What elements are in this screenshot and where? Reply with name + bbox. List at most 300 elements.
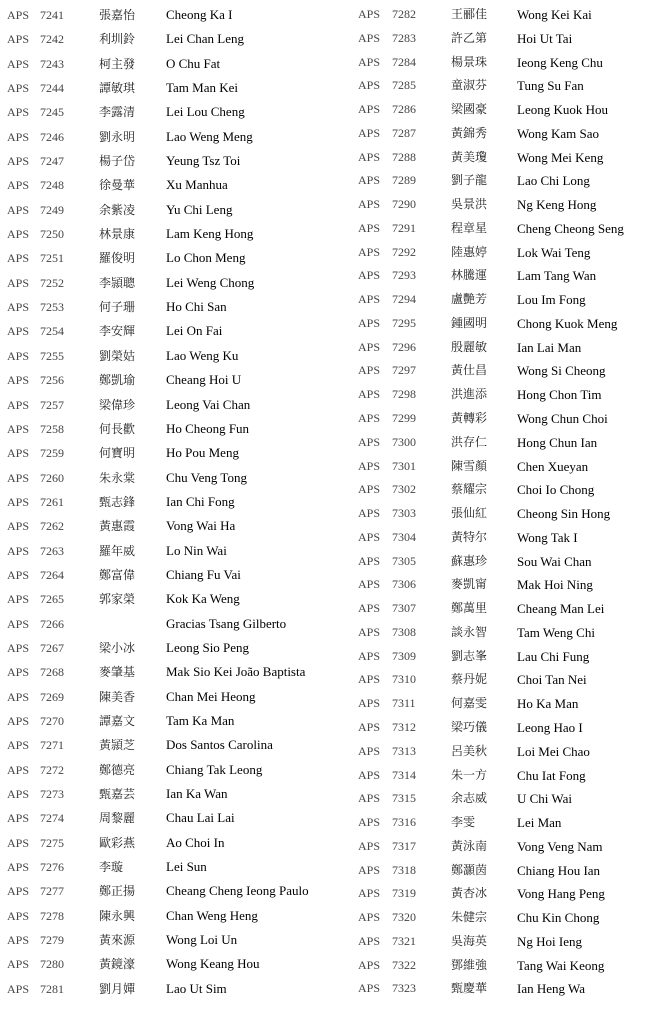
list-item [350,550,655,574]
entry-chinese-name: 余紫凌 [99,202,136,217]
entry-chinese-name: 黃杏冰 [451,886,488,901]
entry-chinese-name: 劉榮姑 [99,348,136,363]
list-item [350,811,655,835]
entry-number: 7291 [392,220,416,235]
entry-prefix: APS [7,616,30,631]
list-item [350,526,655,550]
entry-english-name: Tam Weng Chi [517,624,595,640]
entry-prefix: APS [7,592,30,607]
entry-chinese-name: 羅年威 [99,543,136,558]
entry-chinese-name: 盧艷芳 [451,292,488,307]
entry-chinese-name: 羅俊明 [99,251,136,266]
entry-number: 7262 [40,519,64,534]
entry-prefix: APS [358,933,381,948]
entry-english-name: Lei Man [517,815,562,831]
entry-english-name: Lei On Fai [166,323,223,339]
entry-number: 7323 [392,981,416,996]
entry-chinese-name: 林騰運 [451,268,488,283]
entry-number: 7298 [392,387,416,402]
entry-english-name: Ian Chi Fong [166,493,235,509]
entry-english-name: Wong Keang Hou [166,956,260,972]
entry-chinese-name: 徐曼華 [99,178,136,193]
list-item [350,3,655,27]
entry-number: 7267 [40,640,64,655]
entry-number: 7263 [40,543,64,558]
entry-number: 7310 [392,672,416,687]
list-item [0,52,330,76]
entry-prefix: APS [358,506,381,521]
entry-english-name: Ian Heng Wa [517,981,586,997]
list-item [0,441,330,465]
entry-chinese-name: 黃惠霞 [99,519,136,534]
entry-english-name: Ho Ka Man [517,696,579,712]
entry-english-name: Chen Xueyan [517,458,589,474]
list-item [0,198,330,222]
entry-number: 7296 [392,339,416,354]
entry-english-name: Lao Ut Sim [166,980,227,996]
list-item [350,74,655,98]
list-item [0,76,330,100]
entry-english-name: Vong Wai Ha [166,518,236,534]
entry-prefix: APS [7,689,30,704]
entry-number: 7259 [40,446,64,461]
entry-chinese-name: 何寶明 [99,446,136,461]
list-item [350,835,655,859]
entry-english-name: Lam Tang Wan [517,268,597,284]
entry-prefix: APS [7,227,30,242]
entry-number: 7268 [40,665,64,680]
entry-chinese-name: 黃泳南 [451,838,488,853]
list-item [0,295,330,319]
entry-prefix: APS [7,738,30,753]
entry-chinese-name: 鄧維強 [451,957,488,972]
list-item [0,539,330,563]
entry-prefix: APS [7,8,30,22]
entry-prefix: APS [7,494,30,509]
entry-english-name: Hoi Ut Tai [517,30,573,46]
entry-chinese-name: 殷麗敏 [451,339,488,354]
entry-chinese-name: 洪存仁 [451,434,488,449]
entry-chinese-name: 黃特尔 [451,529,488,544]
list-item [0,125,330,149]
entry-prefix: APS [358,387,381,402]
entry-chinese-name: 郭家榮 [99,592,136,607]
list-item [350,573,655,597]
list-item [0,173,330,197]
entry-prefix: APS [358,292,381,307]
list-item [0,782,330,806]
entry-english-name: Chong Kuok Meng [517,315,618,331]
entry-number: 7303 [392,506,416,521]
right-column [350,3,655,1001]
list-item [0,685,330,709]
list-item [350,668,655,692]
entry-number: 7308 [392,624,416,639]
entry-chinese-name: 童淑芬 [451,78,488,93]
entry-prefix: APS [7,933,30,948]
entry-number: 7282 [392,7,416,21]
entry-chinese-name: 陸惠婷 [451,244,488,259]
list-item [0,758,330,782]
entry-number: 7258 [40,421,64,436]
entry-english-name: Lam Keng Hong [166,226,254,242]
list-item [0,514,330,538]
list-item [0,3,330,27]
list-item [350,859,655,883]
entry-number: 7316 [392,815,416,830]
entry-chinese-name: 何嘉雯 [451,696,488,711]
entry-prefix: APS [358,886,381,901]
entry-chinese-name: 黃仕昌 [451,363,488,378]
entry-number: 7289 [392,173,416,188]
list-item [350,455,655,479]
entry-number: 7320 [392,910,416,925]
list-item [350,27,655,51]
entry-english-name: Dos Santos Carolina [166,737,273,753]
entry-number: 7305 [392,553,416,568]
list-item [0,490,330,514]
entry-number: 7278 [40,908,64,923]
entry-english-name: Ho Pou Meng [166,445,239,461]
entry-chinese-name: 洪進添 [451,387,488,402]
entry-english-name: Leong Kuok Hou [517,102,608,118]
entry-english-name: Lo Chon Meng [166,250,246,266]
list-item [350,930,655,954]
entry-chinese-name: 楊景珠 [451,54,488,69]
list-item [350,597,655,621]
entry-number: 7311 [392,696,416,711]
entry-english-name: Chu Veng Tong [166,469,247,485]
entry-prefix: APS [7,373,30,388]
entry-prefix: APS [358,767,381,782]
list-item [0,271,330,295]
entry-number: 7273 [40,787,64,801]
entry-prefix: APS [358,553,381,568]
entry-english-name: Chan Weng Heng [166,907,258,923]
entry-english-name: Ho Chi San [166,299,227,315]
entry-number: 7277 [40,884,64,899]
entry-chinese-name: 劉月嬋 [99,981,136,996]
entry-number: 7307 [392,601,416,616]
list-item [350,383,655,407]
entry-english-name: U Chi Wai [517,791,573,807]
list-item [0,733,330,757]
list-item [350,51,655,75]
entry-english-name: Loi Mei Chao [517,743,590,759]
entry-english-name: Lo Nin Wai [166,542,227,558]
entry-chinese-name: 黃頴芝 [99,738,136,753]
entry-english-name: Wong Chun Choi [517,411,608,427]
entry-english-name: Tung Su Fan [517,78,584,94]
entry-number: 7260 [40,470,64,485]
entry-english-name: Cheang Cheng Ieong Paulo [166,883,309,899]
list-item [350,621,655,645]
entry-prefix: APS [7,105,30,120]
entry-number: 7288 [392,149,416,164]
list-item [350,312,655,336]
list-item [0,855,330,879]
entry-prefix: APS [358,125,381,140]
entry-prefix: APS [358,838,381,853]
entry-english-name: Ieong Keng Chu [517,54,603,70]
entry-english-name: Lou Im Fong [517,292,586,308]
entry-number: 7242 [40,32,64,47]
entry-prefix: APS [7,300,30,315]
entry-chinese-name: 甄志鋒 [99,494,136,509]
entry-prefix: APS [358,197,381,212]
entry-english-name: Cheang Man Lei [517,601,605,617]
entry-number: 7315 [392,791,416,806]
entry-prefix: APS [358,315,381,330]
list-item [350,764,655,788]
list-item [0,27,330,51]
entry-number: 7276 [40,860,64,875]
list-item [0,660,330,684]
entry-english-name: Lok Wai Teng [517,244,591,260]
entry-number: 7313 [392,743,416,758]
list-item [350,169,655,193]
entry-number: 7321 [392,933,416,948]
list-item [0,806,330,830]
entry-chinese-name: 柯主發 [99,56,136,71]
entry-chinese-name: 蔡耀宗 [451,482,488,497]
entry-number: 7286 [392,102,416,117]
entry-number: 7312 [392,719,416,734]
entry-chinese-name: 朱永棠 [99,470,136,485]
entry-english-name: Cheong Ka I [166,7,233,22]
entry-prefix: APS [358,78,381,93]
list-item [350,336,655,360]
entry-number: 7271 [40,738,64,753]
entry-chinese-name: 吳海英 [451,933,488,948]
entry-chinese-name: 何長歡 [99,421,136,436]
entry-english-name: Lei Lou Cheng [166,104,245,120]
list-item [0,417,330,441]
list-item [350,217,655,241]
entry-prefix: APS [358,220,381,235]
list-item [0,636,330,660]
entry-english-name: Ian Lai Man [517,339,582,355]
entry-english-name: Mak Sio Kei João Baptista [166,664,306,680]
entry-english-name: Vong Veng Nam [517,838,603,854]
entry-number: 7293 [392,268,416,283]
list-item [0,393,330,417]
entry-prefix: APS [7,519,30,534]
entry-prefix: APS [358,743,381,758]
entry-prefix: APS [358,149,381,164]
entry-english-name: Wong Kei Kai [517,7,592,22]
entry-chinese-name: 余志威 [451,791,488,806]
entry-english-name: Leong Vai Chan [166,396,251,412]
entry-chinese-name: 梁小冰 [99,640,136,655]
entry-prefix: APS [7,421,30,436]
entry-chinese-name: 利圳鈴 [99,32,136,47]
list-item [350,122,655,146]
list-item [350,787,655,811]
entry-english-name: Wong Loi Un [166,932,238,948]
entry-prefix: APS [7,470,30,485]
entry-prefix: APS [358,601,381,616]
entry-chinese-name: 劉志峯 [451,648,488,663]
entry-chinese-name: 張嘉怡 [99,8,136,22]
entry-english-name: Choi Tan Nei [517,672,587,688]
list-item [0,246,330,270]
entry-chinese-name: 鄭灝茵 [451,862,488,877]
entry-chinese-name: 談永智 [451,624,488,639]
list-item [0,831,330,855]
entry-number: 7302 [392,482,416,497]
entry-number: 7269 [40,689,64,704]
list-item [0,612,330,636]
entry-number: 7248 [40,178,64,193]
entry-number: 7294 [392,292,416,307]
entry-english-name: Tam Ka Man [166,712,235,728]
entry-number: 7306 [392,577,416,592]
entry-prefix: APS [7,811,30,826]
entry-chinese-name: 楊子岱 [99,154,136,169]
entry-prefix: APS [358,910,381,925]
list-item [0,587,330,611]
entry-english-name: Wong Kam Sao [517,125,599,141]
list-item [350,954,655,978]
entry-number: 7297 [392,363,416,378]
entry-number: 7272 [40,762,64,777]
entry-prefix: APS [358,815,381,830]
entry-number: 7299 [392,411,416,426]
entry-chinese-name: 周黎麗 [99,811,136,826]
list-item [350,906,655,930]
entry-number: 7304 [392,529,416,544]
entry-number: 7322 [392,957,416,972]
list-item [0,466,330,490]
list-item [350,193,655,217]
entry-english-name: Cheng Cheong Seng [517,220,624,236]
entry-prefix: APS [7,957,30,972]
entry-chinese-name: 梁國豪 [451,102,488,117]
entry-number: 7244 [40,81,64,96]
entry-prefix: APS [7,397,30,412]
list-item [350,692,655,716]
entry-prefix: APS [358,244,381,259]
entry-english-name: Leong Hao I [517,719,583,735]
entry-english-name: Xu Manhua [166,177,228,193]
entry-chinese-name: 陳美香 [99,689,136,704]
list-item [0,904,330,928]
entry-english-name: Wong Tak I [517,529,578,545]
entry-chinese-name: 蔡丹妮 [451,672,488,687]
list-item [350,716,655,740]
entry-chinese-name: 李安輝 [99,324,136,339]
entry-prefix: APS [7,275,30,290]
entry-chinese-name: 黃轉彩 [451,411,488,426]
entry-chinese-name: 黃錦秀 [451,125,488,140]
entry-english-name: Tam Man Kei [166,80,239,96]
entry-prefix: APS [358,624,381,639]
entry-english-name: Mak Hoi Ning [517,577,593,593]
entry-number: 7290 [392,197,416,212]
list-item [350,645,655,669]
entry-chinese-name: 梁巧儀 [451,719,488,734]
entry-english-name: Lao Chi Long [517,173,590,189]
entry-number: 7261 [40,494,64,509]
entry-prefix: APS [358,458,381,473]
entry-prefix: APS [7,787,30,801]
entry-prefix: APS [7,860,30,875]
entry-number: 7274 [40,811,64,826]
entry-number: 7266 [40,616,64,631]
entry-chinese-name: 黃來源 [99,933,136,948]
entry-english-name: Vong Hang Peng [517,886,605,902]
entry-chinese-name: 何子珊 [99,300,136,315]
list-item [0,879,330,903]
entry-number: 7300 [392,434,416,449]
entry-chinese-name: 陳永興 [99,908,136,923]
entry-number: 7317 [392,838,416,853]
entry-number: 7280 [40,957,64,972]
entry-prefix: APS [358,363,381,378]
entry-chinese-name: 張仙紅 [451,506,488,521]
entry-prefix: APS [7,154,30,169]
entry-prefix: APS [358,434,381,449]
entry-chinese-name: 鄭凱瑜 [99,373,136,388]
entry-english-name: Yu Chi Leng [166,201,233,217]
entry-number: 7318 [392,862,416,877]
entry-prefix: APS [7,835,30,850]
entry-english-name: Leong Sio Peng [166,639,250,655]
entry-prefix: APS [358,173,381,188]
entry-english-name: Wong Mei Keng [517,149,604,165]
entry-english-name: Hong Chon Tim [517,387,602,403]
entry-english-name: Chu Kin Chong [517,910,600,926]
entry-number: 7243 [40,56,64,71]
list-item [350,264,655,288]
entry-prefix: APS [7,567,30,582]
entry-number: 7292 [392,244,416,259]
list-item [0,100,330,124]
entry-number: 7247 [40,154,64,169]
entry-number: 7249 [40,202,64,217]
entry-chinese-name: 梁偉珍 [99,397,136,412]
entry-number: 7251 [40,251,64,266]
entry-prefix: APS [358,957,381,972]
entry-chinese-name: 麥肇基 [99,665,136,680]
entry-chinese-name: 甄嘉芸 [99,787,136,801]
entry-number: 7246 [40,129,64,144]
entry-prefix: APS [358,482,381,497]
entry-prefix: APS [7,178,30,193]
entry-prefix: APS [358,411,381,426]
entry-prefix: APS [7,324,30,339]
entry-english-name: Gracias Tsang Gilberto [166,615,287,631]
entry-prefix: APS [358,791,381,806]
entry-prefix: APS [7,640,30,655]
entry-prefix: APS [7,713,30,728]
entry-chinese-name: 朱健宗 [451,910,488,925]
entry-prefix: APS [358,696,381,711]
list-item [0,222,330,246]
entry-chinese-name: 許乙第 [451,30,488,45]
list-item [350,241,655,265]
entry-prefix: APS [358,54,381,69]
entry-english-name: Tang Wai Keong [517,957,605,973]
entry-english-name: Kok Ka Weng [166,591,240,607]
entry-english-name: Chiang Fu Vai [166,566,241,582]
entry-english-name: Ho Cheong Fun [166,420,250,436]
entry-english-name: Chan Mei Heong [166,688,256,704]
entry-prefix: APS [358,862,381,877]
entry-chinese-name: 甄慶華 [451,981,488,996]
entry-chinese-name: 譚敏琪 [99,81,136,96]
